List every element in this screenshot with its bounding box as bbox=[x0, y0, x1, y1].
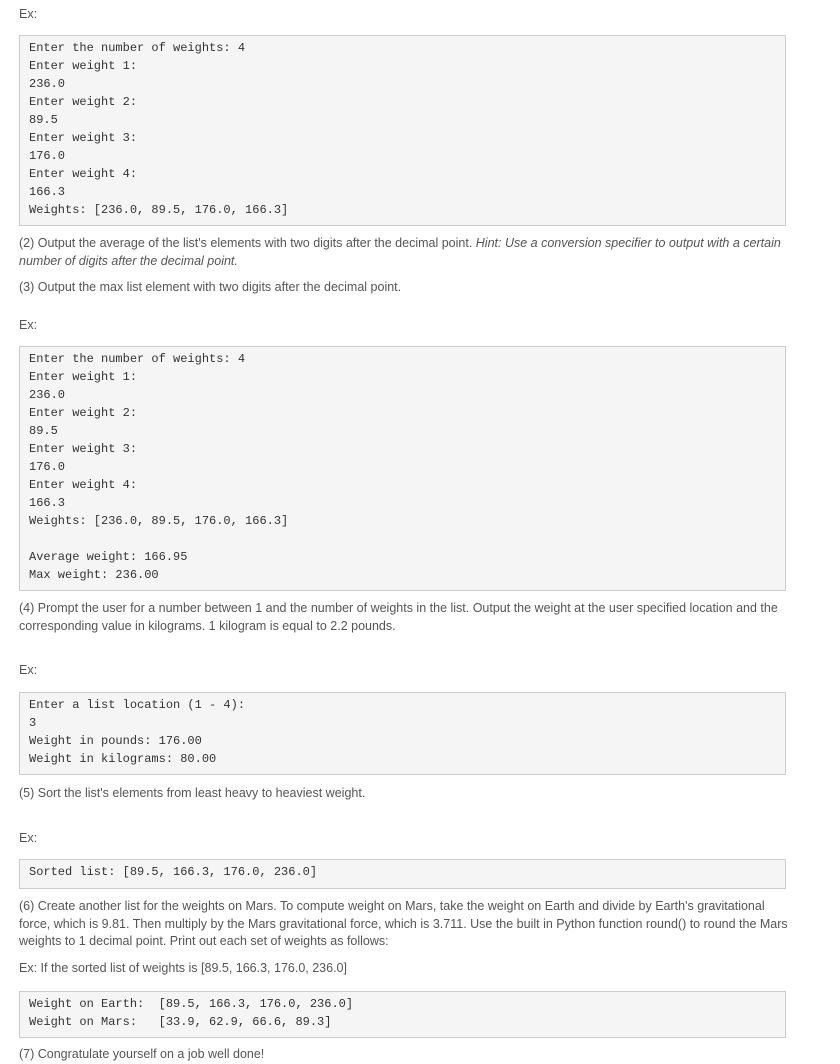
step-7-paragraph: (7) Congratulate yourself on a job well done! bbox=[19, 1047, 265, 1061]
code-line: Enter the number of weights: 4 bbox=[29, 352, 246, 366]
code-line: 3 bbox=[29, 716, 37, 730]
code-line: Weight in pounds: 176.00 bbox=[29, 734, 202, 748]
code-block-average-max bbox=[19, 346, 786, 591]
code-line: 166.3 bbox=[29, 185, 66, 199]
code-line: Enter weight 2: bbox=[29, 406, 138, 420]
code-line: Enter weight 3: bbox=[29, 442, 138, 456]
code-line: 166.3 bbox=[29, 496, 66, 510]
code-line: 236.0 bbox=[29, 77, 66, 91]
step-3-paragraph: (3) Output the max list element with two digits after the decimal point. bbox=[19, 280, 402, 294]
code-line: Enter weight 3: bbox=[29, 131, 138, 145]
code-block-mars-weights bbox=[19, 991, 786, 1038]
code-block-weights bbox=[19, 35, 786, 226]
step-2-hint: Hint: Use a conversion specifier to output with a certain number of digits after the decimal point. bbox=[19, 236, 781, 268]
example-label: Ex: bbox=[19, 831, 38, 845]
code-line: Enter weight 2: bbox=[29, 95, 138, 109]
code-line: 176.0 bbox=[29, 149, 66, 163]
code-line: Enter weight 1: bbox=[29, 59, 138, 73]
step-6-paragraph: (6) Create another list for the weights on Mars. To compute weight on Mars, take the weight on Earth and divide by Earth's gravitational force, which is 9.81. Then multiply by the Mars gravitational force, which is 3.711. Use the built in Python function round() to round the Mars weights to 1 decimal point. Print out each set of weights as follows: bbox=[19, 899, 788, 948]
example-label: Ex: bbox=[19, 663, 38, 677]
code-line: Weights: [236.0, 89.5, 176.0, 166.3] bbox=[29, 514, 289, 528]
code-line: Enter weight 4: bbox=[29, 478, 138, 492]
code-line: Weight in kilograms: 80.00 bbox=[29, 752, 217, 766]
code-line: Sorted list: [89.5, 166.3, 176.0, 236.0] bbox=[29, 865, 318, 879]
example-label: Ex: bbox=[19, 318, 38, 332]
code-line: 236.0 bbox=[29, 388, 66, 402]
code-line: Weights: [236.0, 89.5, 176.0, 166.3] bbox=[29, 203, 289, 217]
code-block-list-location bbox=[19, 692, 786, 775]
step-4-paragraph: (4) Prompt the user for a number between 1 and the number of weights in the list. Output the weight at the user specified location and the corresponding value in kilograms. 1 kilogram is equal to 2.2 pounds. bbox=[19, 601, 778, 633]
code-line: Enter the number of weights: 4 bbox=[29, 41, 246, 55]
code-line: Weight on Mars: [33.9, 62.9, 66.6, 89.3] bbox=[29, 1015, 332, 1029]
code-line: 89.5 bbox=[29, 424, 58, 438]
code-line: Average weight: 166.95 bbox=[29, 550, 188, 564]
code-line: Enter weight 4: bbox=[29, 167, 138, 181]
code-line: Max weight: 236.00 bbox=[29, 568, 159, 582]
step-2-text: (2) Output the average of the list's elements with two digits after the decimal point. bbox=[19, 236, 476, 250]
example-label: Ex: bbox=[19, 7, 38, 21]
code-line: Weight on Earth: [89.5, 166.3, 176.0, 236.0] bbox=[29, 997, 354, 1011]
code-line: 89.5 bbox=[29, 113, 58, 127]
code-line bbox=[29, 530, 785, 548]
code-block-sorted-list bbox=[19, 859, 786, 889]
step-6-example-label: Ex: If the sorted list of weights is [89.5, 166.3, 176.0, 236.0] bbox=[19, 961, 347, 975]
step-5-paragraph: (5) Sort the list's elements from least heavy to heaviest weight. bbox=[19, 786, 366, 800]
code-line: Enter a list location (1 - 4): bbox=[29, 698, 246, 712]
code-line: Enter weight 1: bbox=[29, 370, 138, 384]
code-line: 176.0 bbox=[29, 460, 66, 474]
step-2-paragraph bbox=[19, 235, 797, 270]
